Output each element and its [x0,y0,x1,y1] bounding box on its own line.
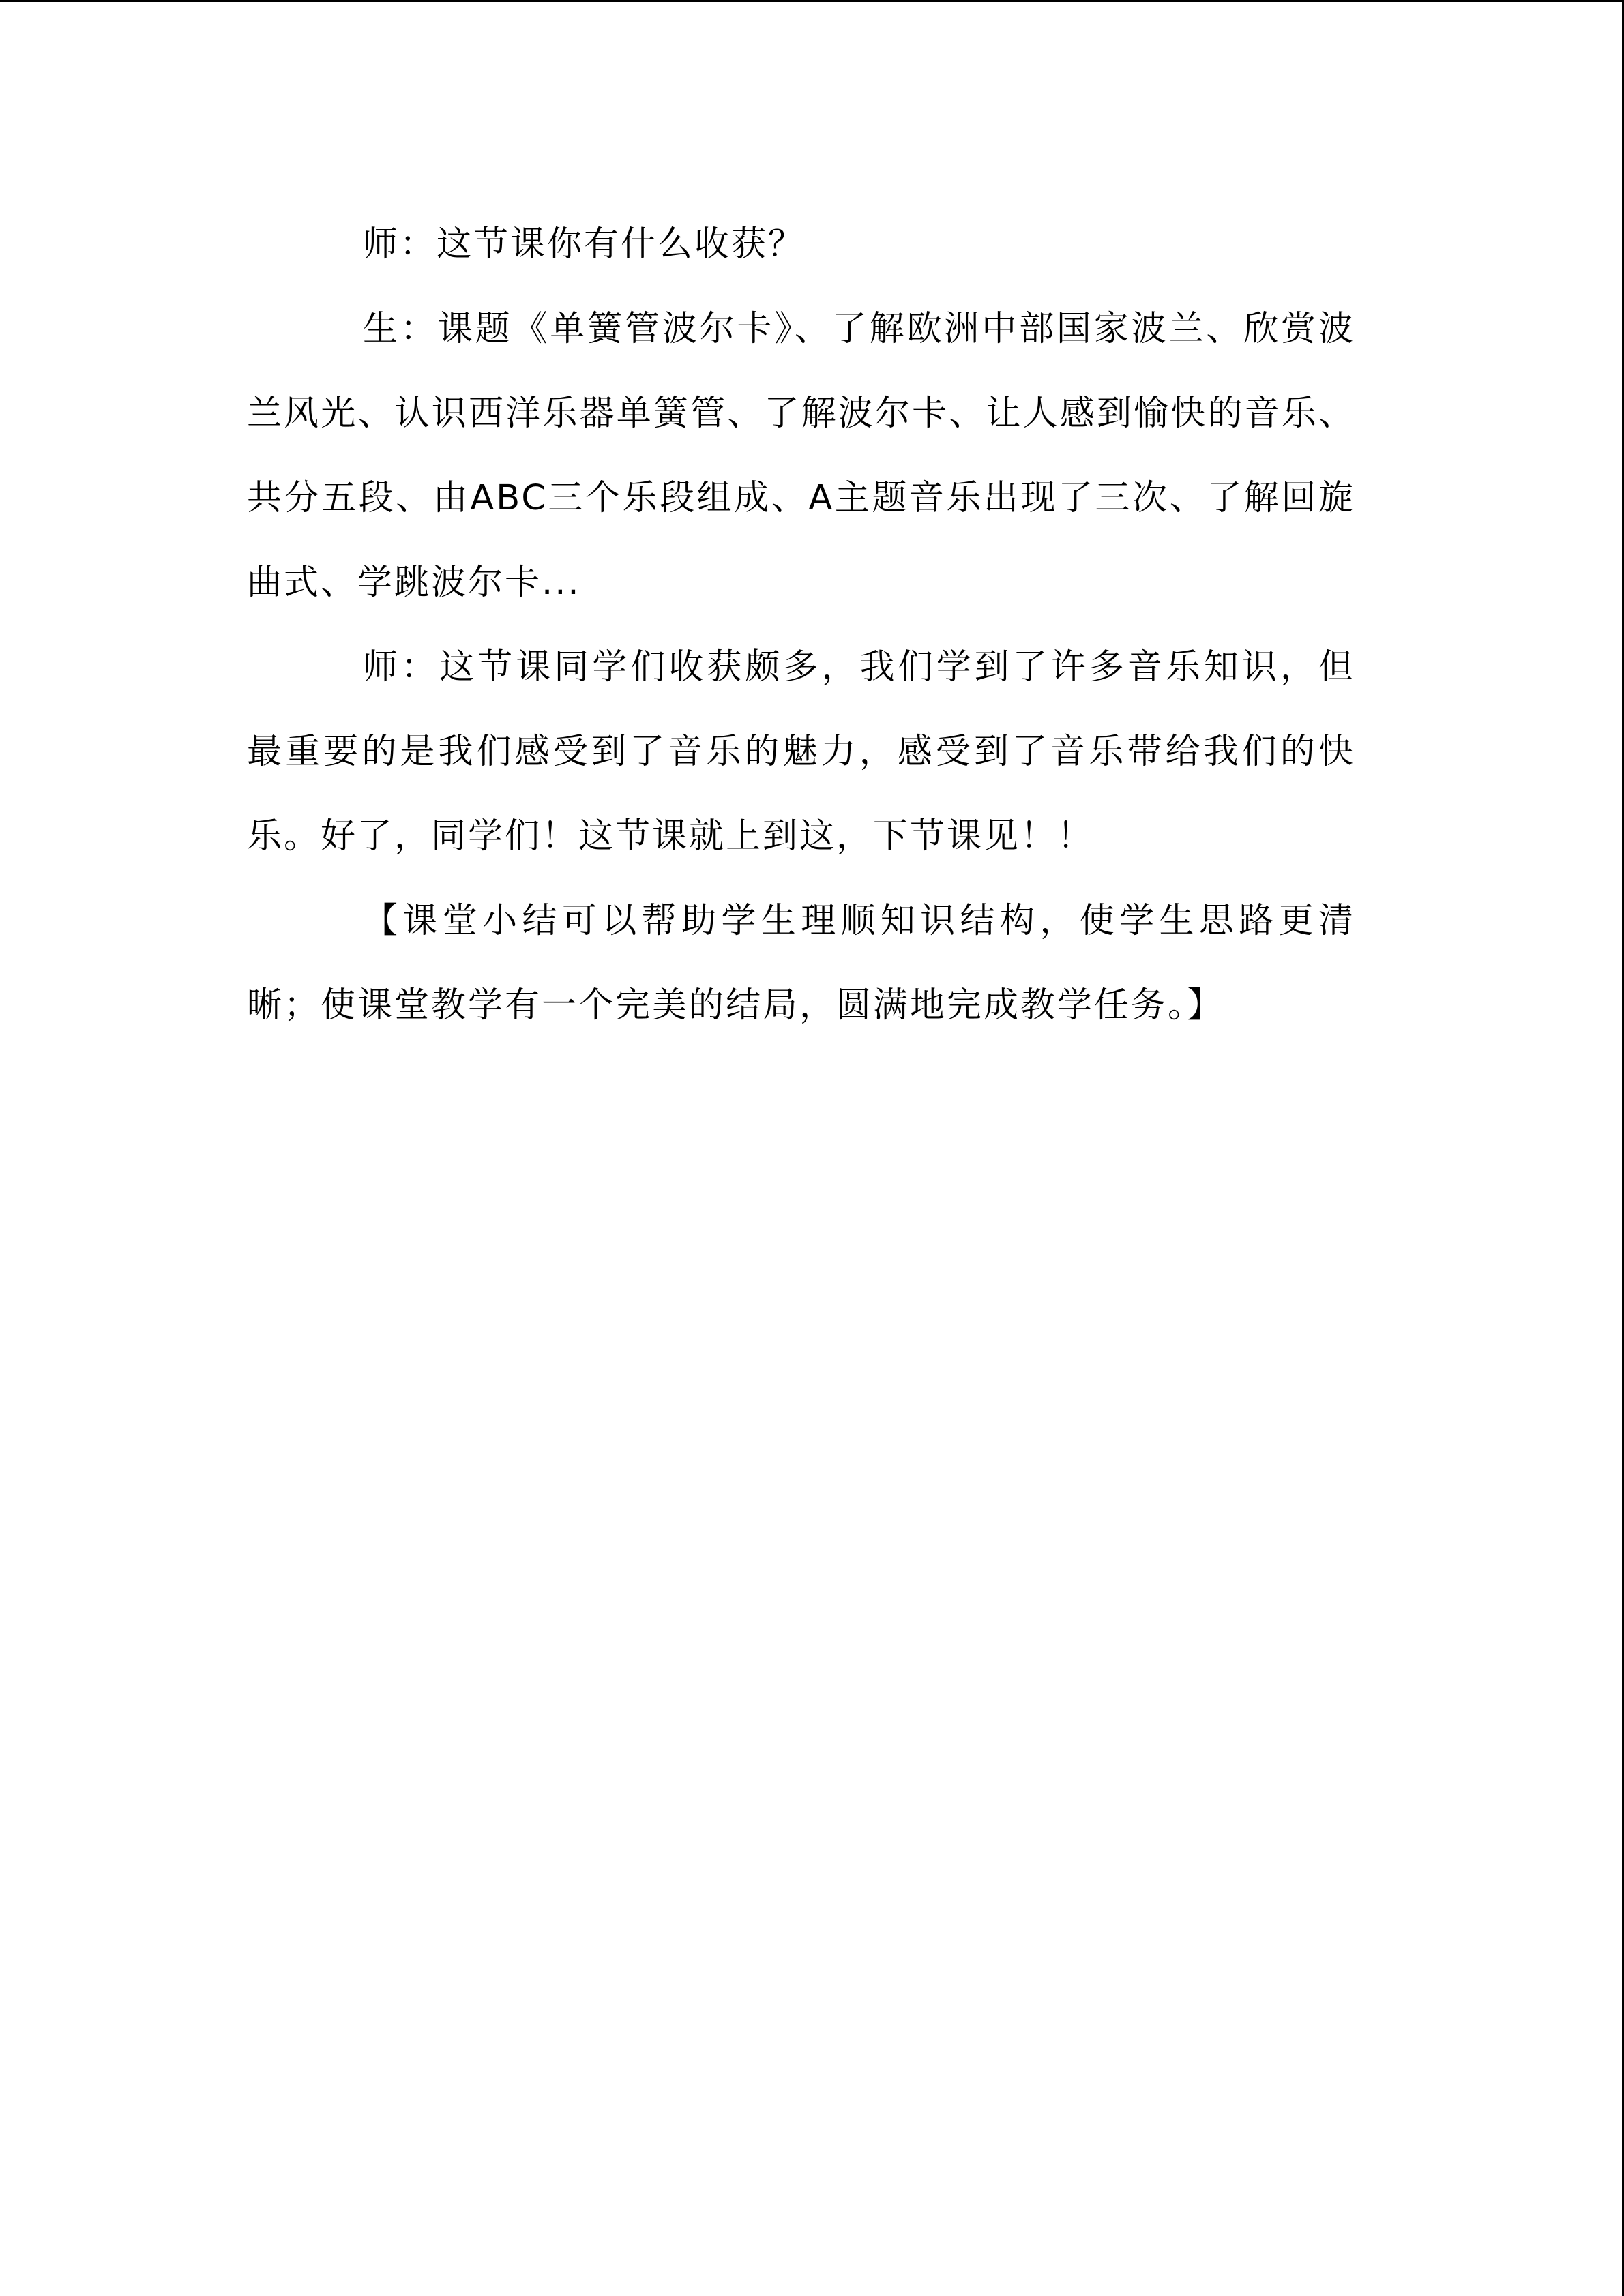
paragraph-teacher-question: 师：这节课你有什么收获？ [363,224,806,265]
paragraph-teacher-summary: 师：这节课同学们收获颇多，我们学到了许多音乐知识，但最重要的是我们感受到了音乐的魅力，感受到了音乐带给我们的快乐。好了，同学们！这节课就上到这，下节课见！！ [247,647,1355,856]
paragraph-student-answer: 生：课题《单簧管波尔卡》、了解欧洲中部国家波兰、欣赏波兰风光、认识西洋乐器单簧管、了解波尔卡、让人感到愉快的音乐、共分五段、由ABC三个乐段组成、A主题音乐出现了三次、了解回旋曲式、学跳波尔卡... [247,309,1355,603]
paragraph-lesson-note: 【课堂小结可以帮助学生理顺知识结构，使学生思路更清晰；使课堂教学有一个完美的结局，圆满地完成教学任务。】 [247,901,1355,1026]
document-body [247,203,1355,1048]
